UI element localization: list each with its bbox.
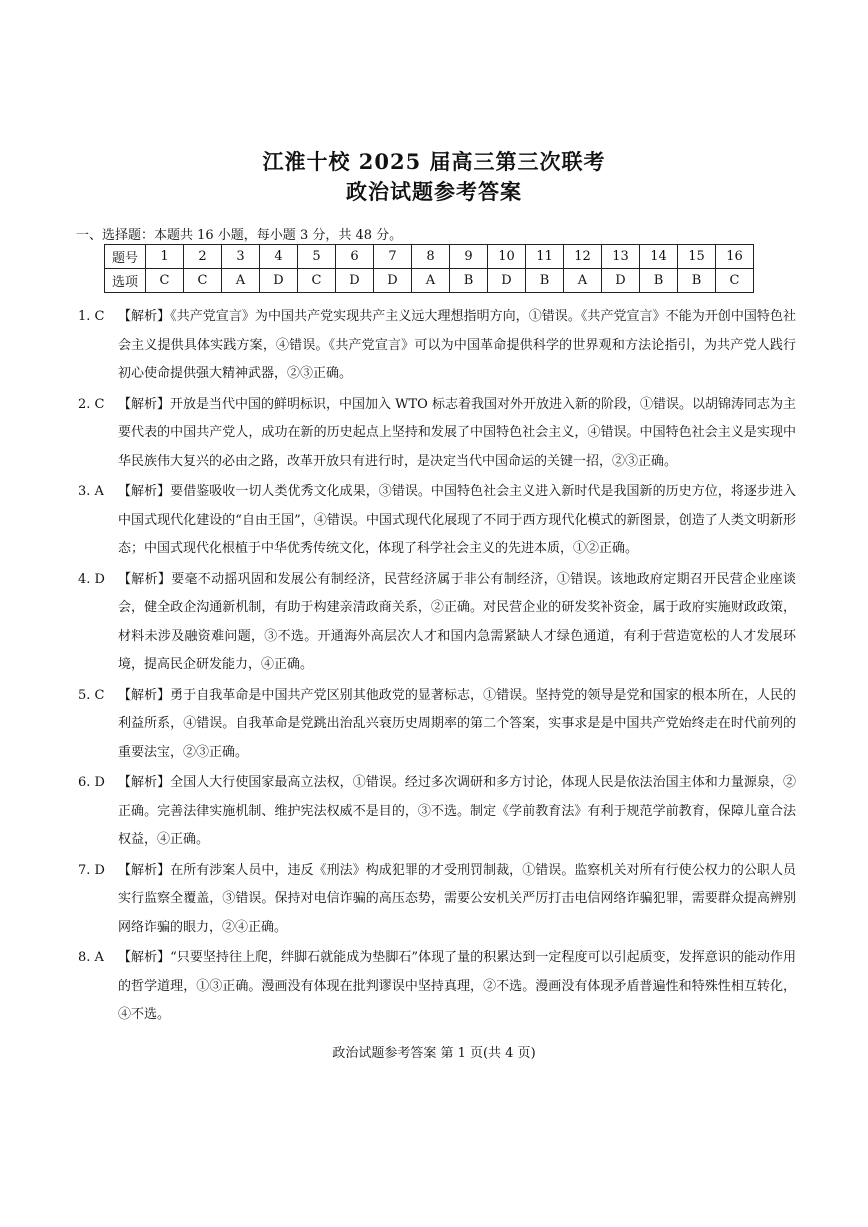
answer-cell: D [488, 269, 526, 293]
item-number: 8. A [78, 950, 104, 965]
explanation-item [78, 944, 796, 1030]
question-number-cell: 2 [184, 245, 222, 269]
answer-cell: D [336, 269, 374, 293]
item-text: 【解析】开放是当代中国的鲜明标识，中国加入 WTO 标志着我国对外开放进入新的阶段，①错误。以胡锦涛同志为主要代表的中国共产党人，成功在新的历史起点上坚持和发展了中国特色社会主义，④错误。中国特色社会主义是实现中华民族伟大复兴的必由之路，改革开放只有进行时，是决定当代中国命运的关键一招，②③正确。 [118, 396, 796, 469]
explanation-item [78, 566, 796, 680]
question-number-cell: 1 [146, 245, 184, 269]
answer-cell: C [146, 269, 184, 293]
section-heading: 一、选择题：本题共 16 小题，每小题 3 分，共 48 分。 [76, 228, 403, 243]
question-number-cell: 10 [488, 245, 526, 269]
question-number-cell: 14 [640, 245, 678, 269]
answer-table [104, 244, 754, 293]
question-number-row [105, 245, 754, 269]
explanation-item [78, 478, 796, 564]
answer-cell: C [716, 269, 754, 293]
question-number-cell: 12 [564, 245, 602, 269]
row-label-number: 题号 [105, 245, 146, 269]
question-number-cell: 11 [526, 245, 564, 269]
answer-row [105, 269, 754, 293]
item-number: 7. D [78, 862, 105, 878]
answer-cell: B [450, 269, 488, 293]
answer-cell: A [222, 269, 260, 293]
answer-cell: A [564, 269, 602, 293]
item-text: 【解析】全国人大行使国家最高立法权，①错误。经过多次调研和多方讨论，体现人民是依法治国主体和力量源泉，②正确。完善法律实施机制、维护宪法权威不是目的，③不选。制定《学前教育法》有利于规范学前教育，保障儿童合法权益，④正确。 [118, 775, 796, 847]
page-footer: 政治试题参考答案 第 1 页(共 4 页) [332, 1046, 536, 1061]
answer-cell: C [298, 269, 336, 293]
item-text: 【解析】勇于自我革命是中国共产党区别其他政党的显著标志，①错误。坚持党的领导是党和国家的根本所在，人民的利益所系，④错误。自我革命是党跳出治乱兴衰历史周期率的第二个答案，实事求是是中国共产党始终走在时代前列的重要法宝，②③正确。 [118, 687, 796, 760]
answer-cell: A [412, 269, 450, 293]
item-text: 【解析】要借鉴吸收一切人类优秀文化成果，③错误。中国特色社会主义进入新时代是我国新的历史方位，将逐步进入中国式现代化建设的“自由王国”，④错误。中国式现代化展现了不同于西方现代化模式的新图景，创造了人类文明新形态；中国式现代化根植于中华优秀传统文化，体现了科学社会主义的先进本质，①②正确。 [118, 484, 796, 556]
explanation-item [78, 303, 796, 389]
answer-cell: D [602, 269, 640, 293]
explanation-item [78, 682, 796, 768]
item-number: 5. C [78, 687, 105, 703]
item-number: 4. D [78, 571, 105, 587]
question-number-cell: 13 [602, 245, 640, 269]
question-number-cell: 6 [336, 245, 374, 269]
answer-cell: B [526, 269, 564, 293]
item-text: 【解析】“只要坚持往上爬，绊脚石就能成为垫脚石”体现了量的积累达到一定程度可以引起质变，发挥意识的能动作用的哲学道理，①③正确。漫画没有体现在批判谬误中坚持真理，②不选。漫画没有体现矛盾普遍性和特殊性相互转化，④不选。 [118, 950, 796, 1022]
item-number: 2. C [78, 396, 105, 412]
question-number-cell: 15 [678, 245, 716, 269]
item-number: 3. A [78, 484, 104, 499]
question-number-cell: 9 [450, 245, 488, 269]
answer-cell: B [678, 269, 716, 293]
explanation-list [78, 303, 796, 1032]
answer-cell: B [640, 269, 678, 293]
item-text: 【解析】要毫不动摇巩固和发展公有制经济，民营经济属于非公有制经济，①错误。该地政府定期召开民营企业座谈会，健全政企沟通新机制，有助于构建亲清政商关系，②正确。对民营企业的研发奖补资金，属于政府实施财政政策，材料未涉及融资难问题，③不选。开通海外高层次人才和国内急需紧缺人才绿色通道，有利于营造宽松的人才发展环境，提高民企研发能力，④正确。 [118, 571, 796, 672]
item-text: 【解析】《共产党宣言》为中国共产党实现共产主义远大理想指明方向，①错误。《共产党宣言》不能为开创中国特色社会主义提供具体实践方案，④错误。《共产党宣言》可以为中国革命提供科学的世界观和方法论指引，为共产党人践行初心使命提供强大精神武器，②③正确。 [118, 309, 796, 381]
question-number-cell: 3 [222, 245, 260, 269]
question-number-cell: 8 [412, 245, 450, 269]
question-number-cell: 7 [374, 245, 412, 269]
answer-cell: D [260, 269, 298, 293]
question-number-cell: 16 [716, 245, 754, 269]
question-number-cell: 4 [260, 245, 298, 269]
exam-subtitle: 政治试题参考答案 [346, 179, 522, 204]
answer-cell: D [374, 269, 412, 293]
answer-cell: C [184, 269, 222, 293]
explanation-item [78, 391, 796, 477]
item-text: 【解析】在所有涉案人员中，违反《刑法》构成犯罪的才受刑罚制裁，①错误。监察机关对所有行使公权力的公职人员实行监察全覆盖，③错误。保持对电信诈骗的高压态势，需要公安机关严厉打击电信网络诈骗犯罪，需要群众提高辨别网络诈骗的眼力，②④正确。 [118, 862, 796, 935]
item-number: 1. C [78, 309, 105, 324]
item-number: 6. D [78, 775, 105, 790]
explanation-item [78, 857, 796, 943]
exam-title: 江淮十校 2025 届高三第三次联考 [262, 149, 606, 174]
question-number-cell: 5 [298, 245, 336, 269]
explanation-item [78, 769, 796, 855]
row-label-answer: 选项 [105, 269, 146, 293]
